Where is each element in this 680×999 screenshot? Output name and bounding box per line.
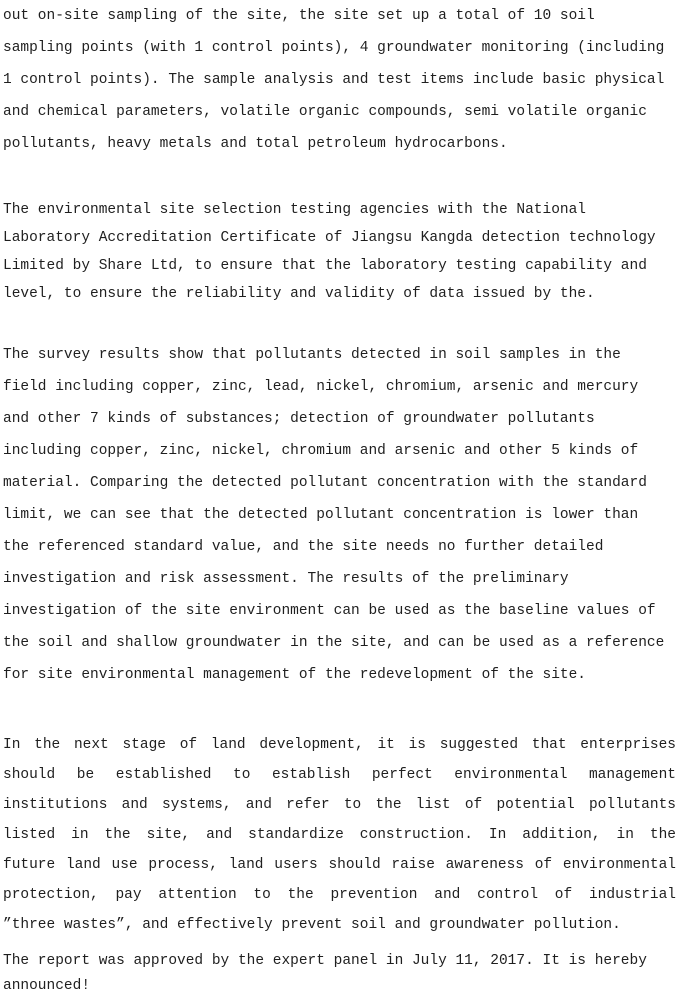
paragraph-recommendations [3,730,676,940]
text-line: protection, pay attention to the prevention and control of industrial [3,887,676,903]
text-line: pollutants, heavy metals and total petroleum hydrocarbons. [3,136,508,152]
text-line: Limited by Share Ltd, to ensure that the laboratory testing capability and [3,258,647,274]
text-line: The report was approved by the expert panel in July 11, 2017. It is hereby [3,953,647,969]
text-line: and chemical parameters, volatile organic compounds, semi volatile organic [3,104,647,120]
text-line: institutions and systems, and refer to the list of potential pollutants [3,797,676,813]
document-page [3,0,676,998]
text-line: limit, we can see that the detected pollutant concentration is lower than [3,507,639,523]
text-line: the soil and shallow groundwater in the site, and can be used as a reference [3,635,665,651]
text-line: announced! [3,978,91,994]
text-line: for site environmental management of the redevelopment of the site. [3,667,586,683]
text-line: and other 7 kinds of substances; detection of groundwater pollutants [3,411,595,427]
text-line: sampling points (with 1 control points), 4 groundwater monitoring (including [3,40,665,56]
text-line: including copper, zinc, nickel, chromium and arsenic and other 5 kinds of [3,443,639,459]
text-line: The survey results show that pollutants detected in soil samples in the [3,347,621,363]
text-line: Laboratory Accreditation Certificate of Jiangsu Kangda detection technology [3,230,656,246]
text-line: In the next stage of land development, it is suggested that enterprises [3,737,676,753]
paragraph-survey-results [3,339,676,691]
text-line: investigation of the site environment can be used as the baseline values of [3,603,656,619]
paragraph-approval-notice [3,949,676,999]
text-line: field including copper, zinc, lead, nickel, chromium, arsenic and mercury [3,379,639,395]
text-line: should be established to establish perfect environmental management [3,767,676,783]
text-line: level, to ensure the reliability and validity of data issued by the. [3,286,595,302]
text-line: investigation and risk assessment. The results of the preliminary [3,571,569,587]
text-line: the referenced standard value, and the site needs no further detailed [3,539,604,555]
paragraph-sampling-points [3,0,676,160]
text-line: material. Comparing the detected pollutant concentration with the standard [3,475,647,491]
text-line: ”three wastes”, and effectively prevent soil and groundwater pollution. [3,917,621,933]
text-line: out on-site sampling of the site, the site set up a total of 10 soil [3,8,595,24]
text-line: future land use process, land users should raise awareness of environmental [3,857,676,873]
text-line: 1 control points). The sample analysis and test items include basic physical [3,72,665,88]
text-line: listed in the site, and standardize construction. In addition, in the [3,827,676,843]
text-line: The environmental site selection testing agencies with the National [3,202,586,218]
paragraph-testing-agency [3,196,676,308]
